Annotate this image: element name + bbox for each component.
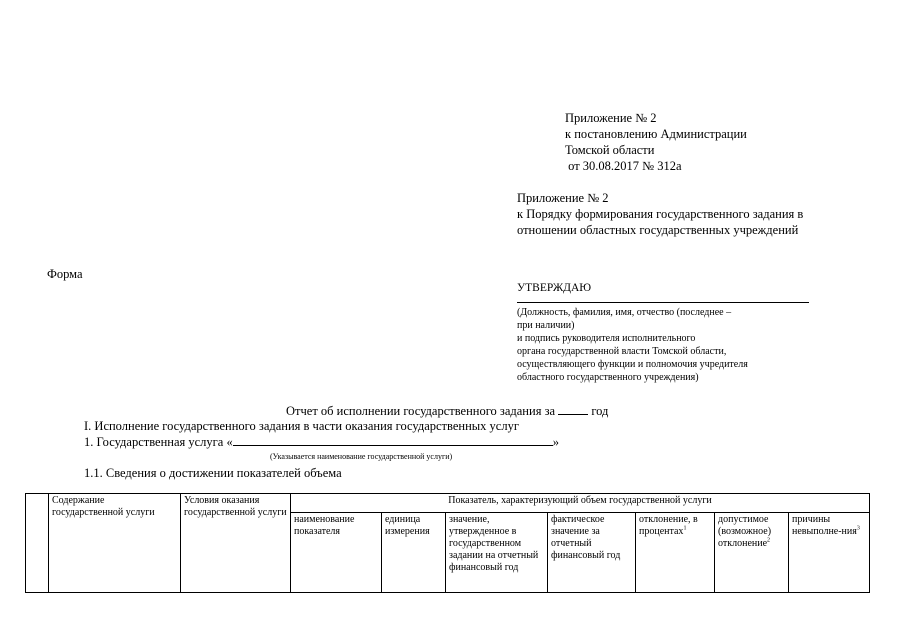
table-header-row [26, 494, 870, 513]
footnote-mark: 3 [856, 525, 860, 532]
approve-caption-line: (Должность, фамилия, имя, отчество (последнее – [517, 307, 732, 318]
appendix-header [565, 110, 747, 174]
appendix-line: к Порядку формирования государственного задания в [517, 207, 804, 221]
approve-caption-line: областного государственного учреждения) [517, 372, 699, 383]
form-label: Форма [47, 267, 83, 281]
section-heading: I. Исполнение государственного задания в части оказания государственных услуг [84, 419, 519, 433]
signature-line [517, 302, 809, 303]
report-title-text: Отчет об исполнении государственного задания за [286, 404, 556, 418]
report-title [286, 403, 608, 419]
sub-reasons-text: причины невыполне-ния [792, 514, 857, 538]
sub-value-approved: значение, утвержденное в государственном задании на отчетный финансовый год [446, 513, 548, 593]
service-hint: (Указывается наименование государственной услуги) [270, 452, 453, 461]
appendix-line: отношении областных государственных учреждений [517, 223, 799, 237]
approve-caption [517, 306, 748, 384]
footnote-mark: 1 [683, 525, 687, 532]
sub-reasons [789, 513, 870, 593]
approve-caption-line: органа государственной власти Томской области, [517, 346, 727, 357]
volume-indicators-table [25, 493, 870, 593]
col-content: Содержание государственной услуги [49, 494, 181, 593]
col-conditions: Условия оказания государственной услуги [181, 494, 291, 593]
service-suffix: » [552, 435, 559, 449]
appendix-line: Приложение № 2 [517, 191, 609, 205]
appendix-line: Томской области [565, 143, 655, 157]
approve-caption-line: осуществляющего функции и полномочия учредителя [517, 359, 748, 370]
table-cell-empty [26, 494, 49, 593]
sub-value-actual: фактическое значение за отчетный финансовый год [548, 513, 636, 593]
appendix-line: к постановлению Администрации [565, 127, 747, 141]
service-line [84, 434, 559, 450]
appendix-line: Приложение № 2 [565, 111, 657, 125]
appendix-line: от 30.08.2017 № 312а [565, 159, 682, 173]
service-name-blank [233, 434, 553, 446]
sub-unit: единица измерения [382, 513, 446, 593]
report-title-year: год [591, 404, 609, 418]
sub-deviation-text: отклонение, в процентах [639, 514, 698, 538]
col-indicator-group: Показатель, характеризующий объем государственной услуги [291, 494, 870, 513]
footnote-mark: 2 [767, 537, 771, 544]
sub-name: наименование показателя [291, 513, 382, 593]
approve-caption-line: и подпись руководителя исполнительного [517, 333, 696, 344]
approve-title: УТВЕРЖДАЮ [517, 282, 592, 294]
service-prefix: 1. Государственная услуга « [84, 435, 233, 449]
sub-allowed-text: допустимое (возможное) отклонение [718, 514, 772, 550]
subsection-heading: 1.1. Сведения о достижении показателей объема [84, 466, 342, 480]
approve-caption-line: при наличии) [517, 320, 575, 331]
year-blank [558, 403, 588, 415]
sub-deviation [636, 513, 715, 593]
sub-allowed [715, 513, 789, 593]
appendix-order-header [517, 190, 803, 238]
